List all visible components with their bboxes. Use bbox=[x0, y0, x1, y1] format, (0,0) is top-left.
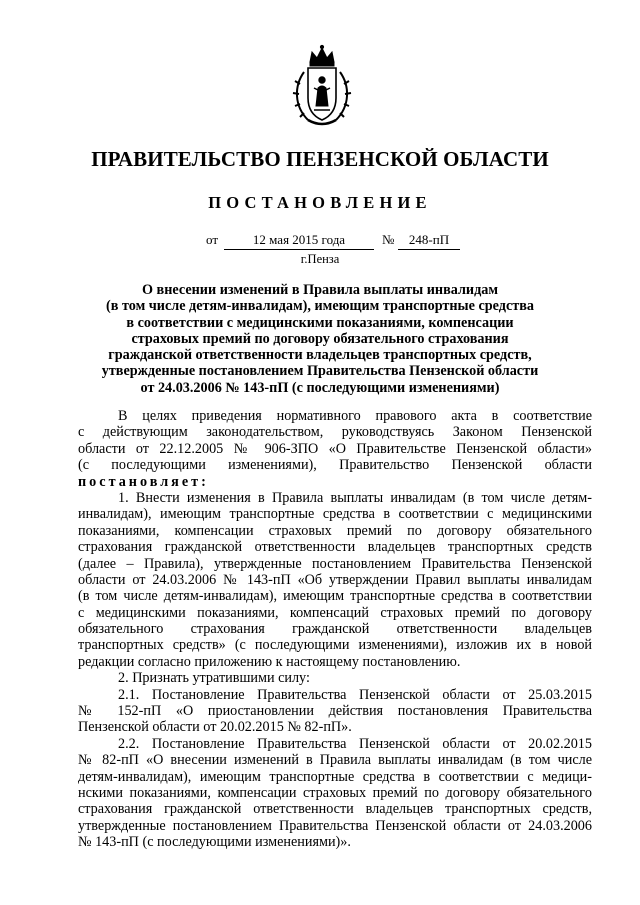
item1-line: показаниями, компенсации страховых премий по договору обязательного bbox=[78, 522, 592, 539]
heading-line: страховых премий по договору обязательного страхования bbox=[131, 330, 509, 347]
item2-2-line: утвержденные постановлением Правительства Пензенской области от 24.03.2006 bbox=[78, 817, 592, 834]
document-heading bbox=[60, 282, 580, 396]
document-number: 248-пП bbox=[398, 232, 460, 250]
date-prefix: от bbox=[206, 232, 219, 247]
item1-line: редакции согласно приложению к настоящему постановлению. bbox=[78, 653, 461, 670]
item2-2-line: 2.2. Постановление Правительства Пензенской области от 20.02.2015 bbox=[118, 735, 592, 752]
item2-line: 2. Признать утратившими силу: bbox=[118, 670, 310, 687]
item2-1-line: № 152-пП «О приостановлении действия постановления Правительства bbox=[78, 703, 592, 720]
item2-2-line: нскими показаниями, компенсации страховых премий по договору обязательного bbox=[78, 784, 592, 801]
date-number-line bbox=[0, 230, 640, 250]
document-date: 12 мая 2015 года bbox=[224, 232, 374, 250]
item1-line: страхования гражданской ответственности владельцев транспортных средств bbox=[78, 539, 592, 556]
city: г.Пенза bbox=[300, 252, 340, 266]
heading-line: гражданской ответственности владельцев транспортных средств, bbox=[108, 347, 532, 364]
heading-line: утвержденные постановлением Правительства Пензенской области bbox=[101, 363, 539, 380]
item1-line: области от 24.03.2006 № 143-пП «Об утверждении Правил выплаты инвалидам bbox=[78, 571, 592, 588]
item1-line: с медицинскими показаниями, компенсаций страховых премий по договору bbox=[78, 604, 592, 621]
preamble-line: (с последующими изменениями), Правительство Пензенской области bbox=[78, 457, 592, 474]
item2-2-line: детям-инвалидам), имеющим транспортные средства в соответствии с медици- bbox=[78, 768, 592, 785]
document-type: ПОСТАНОВЛЕНИЕ bbox=[208, 193, 432, 212]
item1-line: обязательного страхования гражданской ответственности владельцев bbox=[78, 621, 592, 638]
item1-line: (далее – Правила), утвержденные постановлением Правительства Пензенской bbox=[78, 555, 592, 572]
document-body bbox=[78, 408, 592, 851]
heading-line: в соответствии с медицинскими показаниями, компенсации bbox=[126, 314, 514, 331]
item2-2-line: страхования гражданской ответственности владельцев транспортных средств, bbox=[78, 801, 592, 818]
heading-line: (в том числе детям-инвалидам), имеющим транспортные средства bbox=[106, 298, 534, 315]
heading-line: О внесении изменений в Правила выплаты инвалидам bbox=[141, 282, 499, 298]
item1-line: транспортных средств» (с последующими изменениями), изложив их в новой bbox=[78, 637, 592, 654]
preamble-line: с действующим законодательством, руководствуясь Законом Пензенской bbox=[78, 424, 592, 441]
preamble-line: В целях приведения нормативного правового акта в соответствие bbox=[118, 408, 592, 424]
resolves-word: постановляет: bbox=[78, 473, 209, 490]
item2-2-line: № 143-пП (с последующими изменениями)». bbox=[78, 834, 351, 851]
item2-2-line: № 82-пП «О внесении изменений в Правила выплаты инвалидам (в том числе bbox=[78, 752, 592, 769]
item1-line: 1. Внести изменения в Правила выплаты инвалидам (в том числе детям- bbox=[118, 489, 592, 506]
item1-line: (в том числе детям-инвалидам), имеющим транспортные средства в соответствии bbox=[78, 588, 592, 605]
item2-1-line: Пензенской области от 20.02.2015 № 82-пП». bbox=[78, 719, 352, 736]
heading-line: от 24.03.2006 № 143-пП (с последующими изменениями) bbox=[140, 379, 500, 396]
item2-1-line: 2.1. Постановление Правительства Пензенской области от 25.03.2015 bbox=[118, 686, 592, 703]
government-name: ПРАВИТЕЛЬСТВО ПЕНЗЕНСКОЙ ОБЛАСТИ bbox=[91, 147, 549, 171]
number-sign: № bbox=[382, 232, 395, 247]
penza-coat-of-arms-emblem bbox=[290, 44, 354, 128]
item1-line: инвалидам), имеющим транспортные средства в соответствии с медицинскими bbox=[78, 506, 592, 523]
preamble-line: области от 22.12.2005 № 906-ЗПО «О Правительстве Пензенской области» bbox=[78, 440, 592, 457]
